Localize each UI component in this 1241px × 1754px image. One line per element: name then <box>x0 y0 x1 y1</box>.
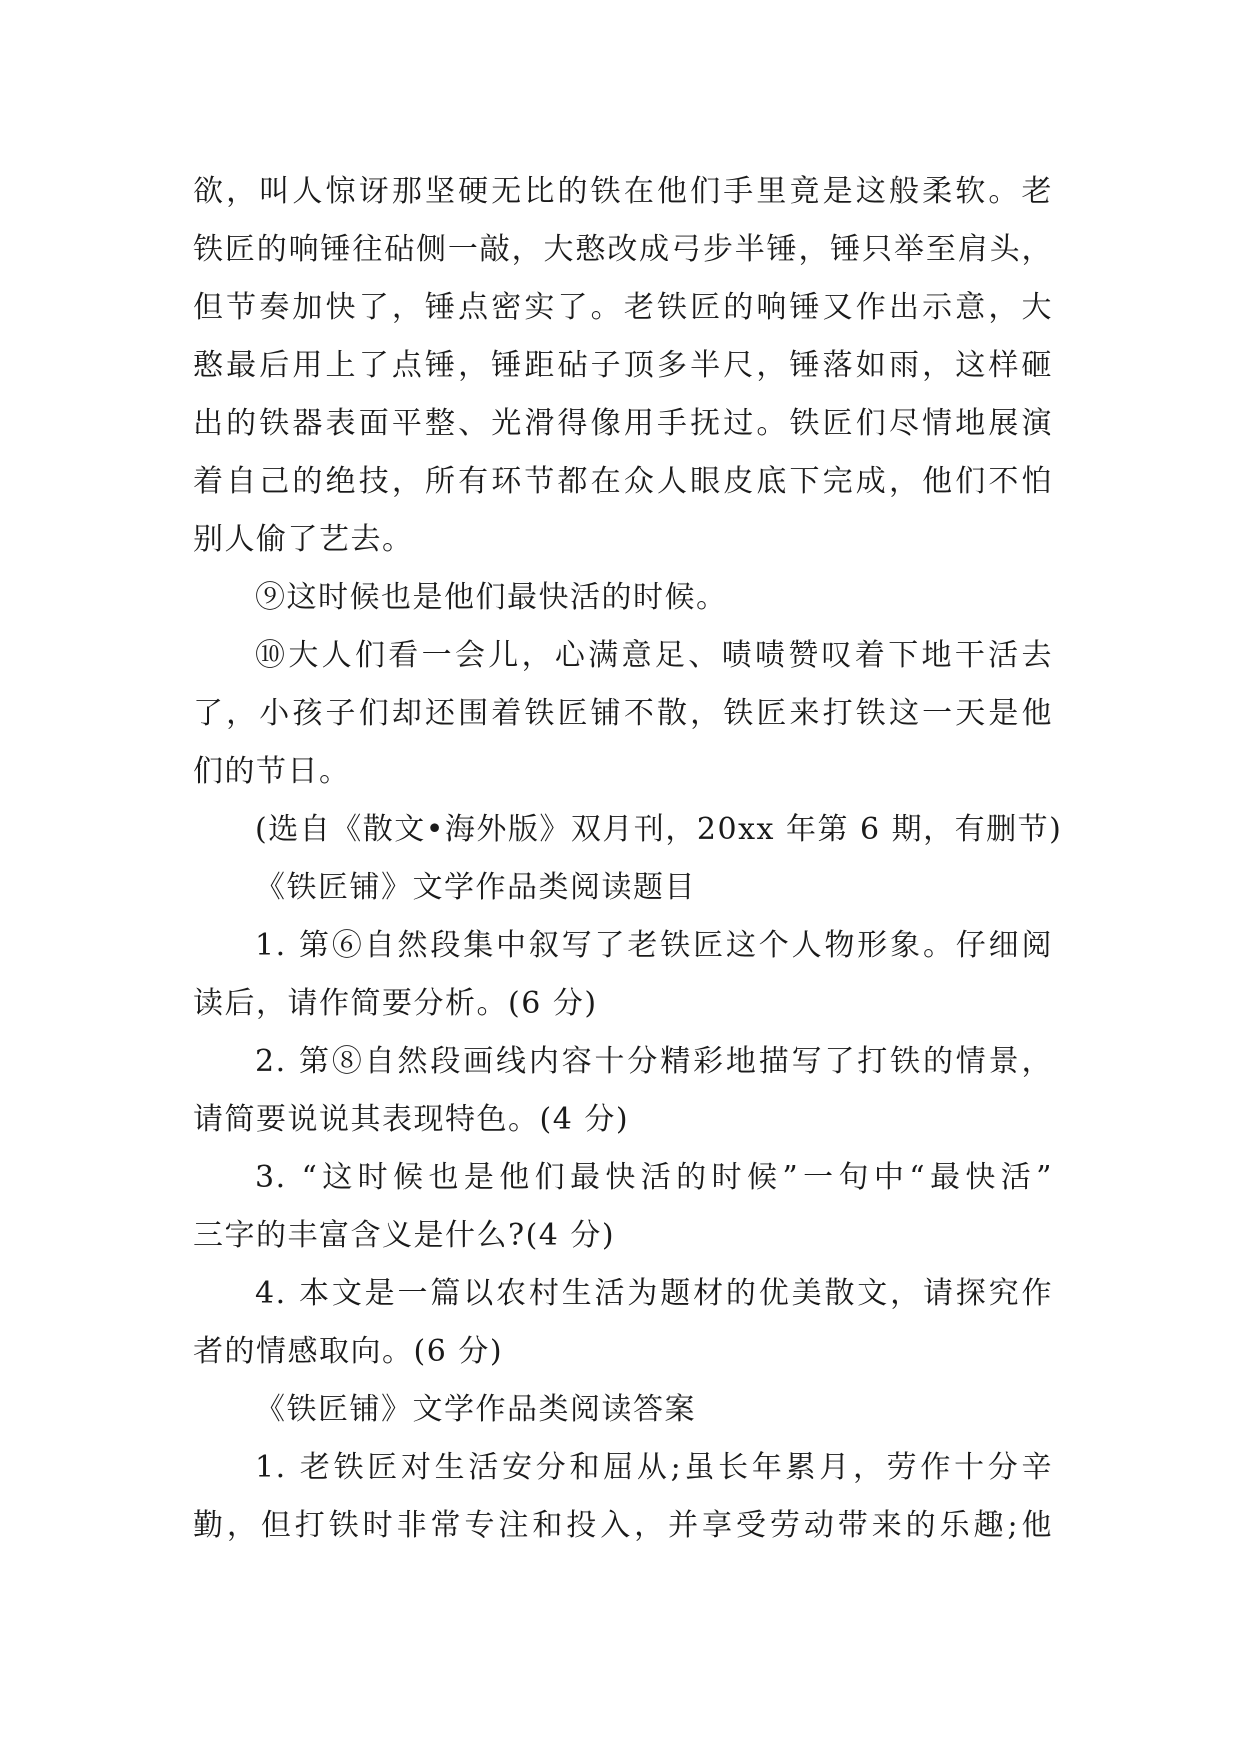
question-4-line: 4. 本文是一篇以农村生活为题材的优美散文，请探究作 <box>255 1276 1053 1311</box>
question-3-line: 三字的丰富含义是什么?(4 分) <box>193 1218 616 1253</box>
questions-heading: 《铁匠铺》文学作品类阅读题目 <box>255 870 696 905</box>
source-note: (选自《散文•海外版》双月刊，20xx 年第 6 期，有删节) <box>255 812 1063 847</box>
answers-heading: 《铁匠铺》文学作品类阅读答案 <box>255 1392 696 1427</box>
paragraph-10-line: ⑩大人们看一会儿，心满意足、啧啧赞叹着下地干活去 <box>255 638 1053 673</box>
paragraph-10-line: 了，小孩子们却还围着铁匠铺不散，铁匠来打铁这一天是他 <box>193 696 1053 731</box>
question-1-line: 1. 第⑥自然段集中叙写了老铁匠这个人物形象。仔细阅 <box>255 928 1053 963</box>
answer-1-line: 1. 老铁匠对生活安分和屈从;虽长年累月，劳作十分辛 <box>255 1450 1053 1485</box>
paragraph-8-line: 出的铁器表面平整、光滑得像用手抚过。铁匠们尽情地展演 <box>193 406 1053 441</box>
answer-1-line: 勤，但打铁时非常专注和投入，并享受劳动带来的乐趣;他 <box>193 1508 1053 1543</box>
question-4-line: 者的情感取向。(6 分) <box>193 1334 504 1369</box>
paragraph-8-line: 着自己的绝技，所有环节都在众人眼皮底下完成，他们不怕 <box>193 464 1053 499</box>
paragraph-9: ⑨这时候也是他们最快活的时候。 <box>255 580 728 615</box>
paragraph-8-line: 欲，叫人惊讶那坚硬无比的铁在他们手里竟是这般柔软。老 <box>193 174 1053 209</box>
paragraph-8-line: 别人偷了艺去。 <box>193 522 414 557</box>
paragraph-8-line: 铁匠的响锤往砧侧一敲，大憨改成弓步半锤，锤只举至肩头， <box>193 232 1053 267</box>
question-2-line: 请简要说说其表现特色。(4 分) <box>193 1102 630 1137</box>
question-2-line: 2. 第⑧自然段画线内容十分精彩地描写了打铁的情景， <box>255 1044 1053 1079</box>
question-1-line: 读后，请作简要分析。(6 分) <box>193 986 598 1021</box>
paragraph-8-line: 憨最后用上了点锤，锤距砧子顶多半尺，锤落如雨，这样砸 <box>193 348 1053 383</box>
document-body <box>193 163 1063 1555</box>
paragraph-8-line: 但节奏加快了，锤点密实了。老铁匠的响锤又作出示意，大 <box>193 290 1053 325</box>
paragraph-10-line: 们的节日。 <box>193 754 351 789</box>
question-3-line: 3. “这时候也是他们最快活的时候”一句中“最快活” <box>255 1160 1053 1195</box>
